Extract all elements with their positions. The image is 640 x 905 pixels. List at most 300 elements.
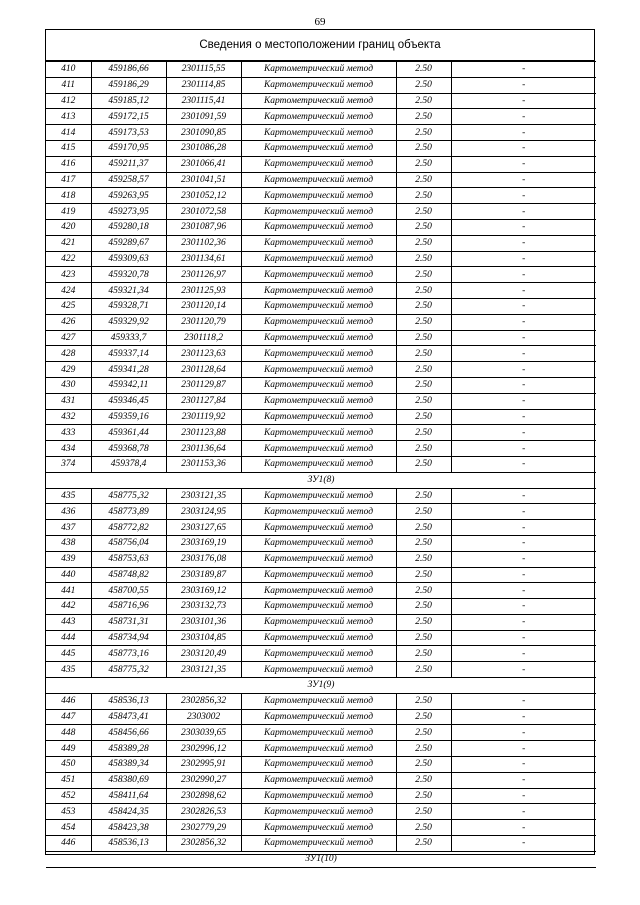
method-cell: Картометрический метод	[241, 441, 396, 457]
table-row	[46, 551, 596, 567]
point-number-cell: 426	[46, 314, 91, 330]
description-cell: -	[451, 504, 596, 520]
point-number-cell: 444	[46, 630, 91, 646]
x-coordinate-cell: 459359,16	[91, 409, 166, 425]
point-number-cell: 413	[46, 109, 91, 125]
x-coordinate-cell: 459368,78	[91, 441, 166, 457]
table-row	[46, 346, 596, 362]
method-cell: Картометрический метод	[241, 346, 396, 362]
point-number-cell: 443	[46, 614, 91, 630]
section-label-row	[46, 851, 596, 867]
x-coordinate-cell: 459309,63	[91, 251, 166, 267]
point-number-cell: 450	[46, 757, 91, 773]
table-row	[46, 504, 596, 520]
x-coordinate-cell: 458775,32	[91, 488, 166, 504]
accuracy-cell: 2.50	[396, 836, 451, 852]
accuracy-cell: 2.50	[396, 362, 451, 378]
coordinates-table-body	[46, 62, 596, 868]
method-cell: Картометрический метод	[241, 456, 396, 472]
method-cell: Картометрический метод	[241, 125, 396, 141]
point-number-cell: 437	[46, 520, 91, 536]
point-number-cell: 421	[46, 235, 91, 251]
method-cell: Картометрический метод	[241, 757, 396, 773]
x-coordinate-cell: 459170,95	[91, 140, 166, 156]
x-coordinate-cell: 459337,14	[91, 346, 166, 362]
point-number-cell: 416	[46, 156, 91, 172]
accuracy-cell: 2.50	[396, 93, 451, 109]
point-number-cell: 449	[46, 741, 91, 757]
table-row	[46, 757, 596, 773]
accuracy-cell: 2.50	[396, 804, 451, 820]
table-row	[46, 804, 596, 820]
method-cell: Картометрический метод	[241, 772, 396, 788]
y-coordinate-cell: 2301087,96	[166, 219, 241, 235]
x-coordinate-cell: 458753,63	[91, 551, 166, 567]
description-cell: -	[451, 77, 596, 93]
y-coordinate-cell: 2303104,85	[166, 630, 241, 646]
y-coordinate-cell: 2301128,64	[166, 362, 241, 378]
y-coordinate-cell: 2301127,84	[166, 393, 241, 409]
y-coordinate-cell: 2303101,36	[166, 614, 241, 630]
x-coordinate-cell: 459361,44	[91, 425, 166, 441]
description-cell: -	[451, 709, 596, 725]
y-coordinate-cell: 2303121,35	[166, 488, 241, 504]
description-cell: -	[451, 630, 596, 646]
x-coordinate-cell: 459342,11	[91, 377, 166, 393]
x-coordinate-cell: 459346,45	[91, 393, 166, 409]
point-number-cell: 411	[46, 77, 91, 93]
x-coordinate-cell: 459378,4	[91, 456, 166, 472]
method-cell: Картометрический метод	[241, 662, 396, 678]
section-label: ЗУ1(10)	[46, 851, 596, 867]
point-number-cell: 412	[46, 93, 91, 109]
method-cell: Картометрический метод	[241, 630, 396, 646]
table-row	[46, 125, 596, 141]
y-coordinate-cell: 2303121,35	[166, 662, 241, 678]
x-coordinate-cell: 458411,64	[91, 788, 166, 804]
table-row	[46, 109, 596, 125]
method-cell: Картометрический метод	[241, 693, 396, 709]
table-row	[46, 836, 596, 852]
accuracy-cell: 2.50	[396, 298, 451, 314]
accuracy-cell: 2.50	[396, 235, 451, 251]
method-cell: Картометрический метод	[241, 788, 396, 804]
y-coordinate-cell: 2301123,88	[166, 425, 241, 441]
accuracy-cell: 2.50	[396, 757, 451, 773]
table-row	[46, 488, 596, 504]
table-row	[46, 456, 596, 472]
point-number-cell: 414	[46, 125, 91, 141]
method-cell: Картометрический метод	[241, 614, 396, 630]
description-cell: -	[451, 599, 596, 615]
method-cell: Картометрический метод	[241, 393, 396, 409]
point-number-cell: 452	[46, 788, 91, 804]
accuracy-cell: 2.50	[396, 251, 451, 267]
x-coordinate-cell: 459341,28	[91, 362, 166, 378]
description-cell: -	[451, 535, 596, 551]
point-number-cell: 418	[46, 188, 91, 204]
table-row	[46, 567, 596, 583]
method-cell: Картометрический метод	[241, 251, 396, 267]
accuracy-cell: 2.50	[396, 204, 451, 220]
description-cell: -	[451, 283, 596, 299]
point-number-cell: 436	[46, 504, 91, 520]
method-cell: Картометрический метод	[241, 804, 396, 820]
y-coordinate-cell: 2303120,49	[166, 646, 241, 662]
table-row	[46, 646, 596, 662]
description-cell: -	[451, 235, 596, 251]
description-cell: -	[451, 836, 596, 852]
table-row	[46, 377, 596, 393]
x-coordinate-cell: 458380,69	[91, 772, 166, 788]
description-cell: -	[451, 377, 596, 393]
table-row	[46, 520, 596, 536]
point-number-cell: 420	[46, 219, 91, 235]
x-coordinate-cell: 459320,78	[91, 267, 166, 283]
section-label-row	[46, 472, 596, 488]
y-coordinate-cell: 2302856,32	[166, 693, 241, 709]
point-number-cell: 435	[46, 662, 91, 678]
method-cell: Картометрический метод	[241, 725, 396, 741]
accuracy-cell: 2.50	[396, 346, 451, 362]
accuracy-cell: 2.50	[396, 62, 451, 78]
description-cell: -	[451, 188, 596, 204]
method-cell: Картометрический метод	[241, 741, 396, 757]
y-coordinate-cell: 2302990,27	[166, 772, 241, 788]
accuracy-cell: 2.50	[396, 551, 451, 567]
method-cell: Картометрический метод	[241, 488, 396, 504]
table-row	[46, 77, 596, 93]
table-row	[46, 583, 596, 599]
accuracy-cell: 2.50	[396, 535, 451, 551]
point-number-cell: 424	[46, 283, 91, 299]
x-coordinate-cell: 458424,35	[91, 804, 166, 820]
point-number-cell: 448	[46, 725, 91, 741]
method-cell: Картометрический метод	[241, 314, 396, 330]
x-coordinate-cell: 458536,13	[91, 836, 166, 852]
table-row	[46, 820, 596, 836]
description-cell: -	[451, 520, 596, 536]
y-coordinate-cell: 2301102,36	[166, 235, 241, 251]
x-coordinate-cell: 458456,66	[91, 725, 166, 741]
page-number: 69	[314, 16, 326, 28]
description-cell: -	[451, 140, 596, 156]
table-row	[46, 662, 596, 678]
y-coordinate-cell: 2303124,95	[166, 504, 241, 520]
accuracy-cell: 2.50	[396, 630, 451, 646]
x-coordinate-cell: 459186,29	[91, 77, 166, 93]
y-coordinate-cell: 2302898,62	[166, 788, 241, 804]
x-coordinate-cell: 459329,92	[91, 314, 166, 330]
x-coordinate-cell: 459328,71	[91, 298, 166, 314]
description-cell: -	[451, 820, 596, 836]
method-cell: Картометрический метод	[241, 188, 396, 204]
method-cell: Картометрический метод	[241, 709, 396, 725]
description-cell: -	[451, 93, 596, 109]
method-cell: Картометрический метод	[241, 377, 396, 393]
description-cell: -	[451, 772, 596, 788]
point-number-cell: 441	[46, 583, 91, 599]
x-coordinate-cell: 458773,16	[91, 646, 166, 662]
method-cell: Картометрический метод	[241, 520, 396, 536]
accuracy-cell: 2.50	[396, 772, 451, 788]
table-row	[46, 393, 596, 409]
accuracy-cell: 2.50	[396, 330, 451, 346]
section-label: ЗУ1(8)	[46, 472, 596, 488]
accuracy-cell: 2.50	[396, 172, 451, 188]
method-cell: Картометрический метод	[241, 646, 396, 662]
table-row	[46, 788, 596, 804]
point-number-cell: 453	[46, 804, 91, 820]
point-number-cell: 431	[46, 393, 91, 409]
description-cell: -	[451, 251, 596, 267]
description-cell: -	[451, 662, 596, 678]
y-coordinate-cell: 2303189,87	[166, 567, 241, 583]
y-coordinate-cell: 2303169,12	[166, 583, 241, 599]
x-coordinate-cell: 459173,53	[91, 125, 166, 141]
point-number-cell: 429	[46, 362, 91, 378]
y-coordinate-cell: 2301126,97	[166, 267, 241, 283]
accuracy-cell: 2.50	[396, 393, 451, 409]
accuracy-cell: 2.50	[396, 614, 451, 630]
point-number-cell: 442	[46, 599, 91, 615]
table-row	[46, 298, 596, 314]
section-label-row	[46, 678, 596, 694]
accuracy-cell: 2.50	[396, 425, 451, 441]
method-cell: Картометрический метод	[241, 62, 396, 78]
table-row	[46, 614, 596, 630]
method-cell: Картометрический метод	[241, 535, 396, 551]
point-number-cell: 435	[46, 488, 91, 504]
x-coordinate-cell: 459186,66	[91, 62, 166, 78]
table-row	[46, 267, 596, 283]
x-coordinate-cell: 458772,82	[91, 520, 166, 536]
point-number-cell: 439	[46, 551, 91, 567]
point-number-cell: 419	[46, 204, 91, 220]
method-cell: Картометрический метод	[241, 425, 396, 441]
description-cell: -	[451, 804, 596, 820]
accuracy-cell: 2.50	[396, 125, 451, 141]
accuracy-cell: 2.50	[396, 662, 451, 678]
y-coordinate-cell: 2301091,59	[166, 109, 241, 125]
y-coordinate-cell: 2302856,32	[166, 836, 241, 852]
y-coordinate-cell: 2302996,12	[166, 741, 241, 757]
point-number-cell: 422	[46, 251, 91, 267]
table-row	[46, 330, 596, 346]
accuracy-cell: 2.50	[396, 788, 451, 804]
description-cell: -	[451, 314, 596, 330]
method-cell: Картометрический метод	[241, 599, 396, 615]
x-coordinate-cell: 459273,95	[91, 204, 166, 220]
coordinates-table	[46, 61, 596, 868]
method-cell: Картометрический метод	[241, 109, 396, 125]
y-coordinate-cell: 2301041,51	[166, 172, 241, 188]
point-number-cell: 428	[46, 346, 91, 362]
description-cell: -	[451, 725, 596, 741]
y-coordinate-cell: 2301136,64	[166, 441, 241, 457]
y-coordinate-cell: 2301119,92	[166, 409, 241, 425]
description-cell: -	[451, 62, 596, 78]
point-number-cell: 454	[46, 820, 91, 836]
table-row	[46, 709, 596, 725]
accuracy-cell: 2.50	[396, 709, 451, 725]
y-coordinate-cell: 2301052,12	[166, 188, 241, 204]
description-cell: -	[451, 362, 596, 378]
description-cell: -	[451, 125, 596, 141]
method-cell: Картометрический метод	[241, 140, 396, 156]
y-coordinate-cell: 2302995,91	[166, 757, 241, 773]
point-number-cell: 430	[46, 377, 91, 393]
x-coordinate-cell: 458775,32	[91, 662, 166, 678]
x-coordinate-cell: 459211,37	[91, 156, 166, 172]
table-row	[46, 772, 596, 788]
method-cell: Картометрический метод	[241, 567, 396, 583]
description-cell: -	[451, 219, 596, 235]
point-number-cell: 446	[46, 836, 91, 852]
description-cell: -	[451, 425, 596, 441]
x-coordinate-cell: 459333,7	[91, 330, 166, 346]
method-cell: Картометрический метод	[241, 156, 396, 172]
accuracy-cell: 2.50	[396, 693, 451, 709]
y-coordinate-cell: 2303039,65	[166, 725, 241, 741]
table-row	[46, 235, 596, 251]
y-coordinate-cell: 2303127,65	[166, 520, 241, 536]
description-cell: -	[451, 441, 596, 457]
point-number-cell: 447	[46, 709, 91, 725]
accuracy-cell: 2.50	[396, 741, 451, 757]
description-cell: -	[451, 267, 596, 283]
x-coordinate-cell: 458536,13	[91, 693, 166, 709]
method-cell: Картометрический метод	[241, 836, 396, 852]
accuracy-cell: 2.50	[396, 283, 451, 299]
description-cell: -	[451, 109, 596, 125]
accuracy-cell: 2.50	[396, 314, 451, 330]
description-cell: -	[451, 330, 596, 346]
accuracy-cell: 2.50	[396, 488, 451, 504]
description-cell: -	[451, 393, 596, 409]
accuracy-cell: 2.50	[396, 77, 451, 93]
table-row	[46, 219, 596, 235]
y-coordinate-cell: 2303169,19	[166, 535, 241, 551]
x-coordinate-cell: 459172,15	[91, 109, 166, 125]
method-cell: Картометрический метод	[241, 283, 396, 299]
accuracy-cell: 2.50	[396, 109, 451, 125]
x-coordinate-cell: 459321,34	[91, 283, 166, 299]
point-number-cell: 445	[46, 646, 91, 662]
table-row	[46, 693, 596, 709]
description-cell: -	[451, 788, 596, 804]
x-coordinate-cell: 458716,96	[91, 599, 166, 615]
point-number-cell: 415	[46, 140, 91, 156]
point-number-cell: 417	[46, 172, 91, 188]
y-coordinate-cell: 2303132,73	[166, 599, 241, 615]
description-cell: -	[451, 346, 596, 362]
method-cell: Картометрический метод	[241, 504, 396, 520]
accuracy-cell: 2.50	[396, 725, 451, 741]
point-number-cell: 423	[46, 267, 91, 283]
y-coordinate-cell: 2301118,2	[166, 330, 241, 346]
y-coordinate-cell: 2302826,53	[166, 804, 241, 820]
accuracy-cell: 2.50	[396, 267, 451, 283]
x-coordinate-cell: 459258,57	[91, 172, 166, 188]
method-cell: Картометрический метод	[241, 820, 396, 836]
x-coordinate-cell: 459289,67	[91, 235, 166, 251]
coordinates-table-frame	[45, 29, 595, 865]
description-cell: -	[451, 204, 596, 220]
method-cell: Картометрический метод	[241, 235, 396, 251]
table-row	[46, 62, 596, 78]
y-coordinate-cell: 2301114,85	[166, 77, 241, 93]
description-cell: -	[451, 614, 596, 630]
accuracy-cell: 2.50	[396, 188, 451, 204]
x-coordinate-cell: 459280,18	[91, 219, 166, 235]
table-row	[46, 93, 596, 109]
x-coordinate-cell: 458389,34	[91, 757, 166, 773]
method-cell: Картометрический метод	[241, 93, 396, 109]
y-coordinate-cell: 2301072,58	[166, 204, 241, 220]
y-coordinate-cell: 2301115,41	[166, 93, 241, 109]
y-coordinate-cell: 2301120,79	[166, 314, 241, 330]
table-row	[46, 251, 596, 267]
description-cell: -	[451, 488, 596, 504]
accuracy-cell: 2.50	[396, 820, 451, 836]
accuracy-cell: 2.50	[396, 567, 451, 583]
accuracy-cell: 2.50	[396, 441, 451, 457]
method-cell: Картометрический метод	[241, 551, 396, 567]
y-coordinate-cell: 2302779,29	[166, 820, 241, 836]
section-label: ЗУ1(9)	[46, 678, 596, 694]
point-number-cell: 438	[46, 535, 91, 551]
table-row	[46, 441, 596, 457]
x-coordinate-cell: 458734,94	[91, 630, 166, 646]
y-coordinate-cell: 2301086,28	[166, 140, 241, 156]
x-coordinate-cell: 459263,95	[91, 188, 166, 204]
point-number-cell: 427	[46, 330, 91, 346]
table-row	[46, 188, 596, 204]
y-coordinate-cell: 2301066,41	[166, 156, 241, 172]
y-coordinate-cell: 2301134,61	[166, 251, 241, 267]
point-number-cell: 451	[46, 772, 91, 788]
table-row	[46, 204, 596, 220]
point-number-cell: 425	[46, 298, 91, 314]
description-cell: -	[451, 567, 596, 583]
point-number-cell: 374	[46, 456, 91, 472]
accuracy-cell: 2.50	[396, 504, 451, 520]
table-row	[46, 630, 596, 646]
point-number-cell: 432	[46, 409, 91, 425]
description-cell: -	[451, 456, 596, 472]
method-cell: Картометрический метод	[241, 298, 396, 314]
description-cell: -	[451, 693, 596, 709]
accuracy-cell: 2.50	[396, 156, 451, 172]
accuracy-cell: 2.50	[396, 456, 451, 472]
accuracy-cell: 2.50	[396, 140, 451, 156]
x-coordinate-cell: 458389,28	[91, 741, 166, 757]
x-coordinate-cell: 458423,38	[91, 820, 166, 836]
accuracy-cell: 2.50	[396, 409, 451, 425]
description-cell: -	[451, 583, 596, 599]
accuracy-cell: 2.50	[396, 599, 451, 615]
y-coordinate-cell: 2301125,93	[166, 283, 241, 299]
method-cell: Картометрический метод	[241, 330, 396, 346]
point-number-cell: 410	[46, 62, 91, 78]
table-row	[46, 535, 596, 551]
method-cell: Картометрический метод	[241, 583, 396, 599]
accuracy-cell: 2.50	[396, 377, 451, 393]
method-cell: Картометрический метод	[241, 409, 396, 425]
table-row	[46, 314, 596, 330]
method-cell: Картометрический метод	[241, 77, 396, 93]
